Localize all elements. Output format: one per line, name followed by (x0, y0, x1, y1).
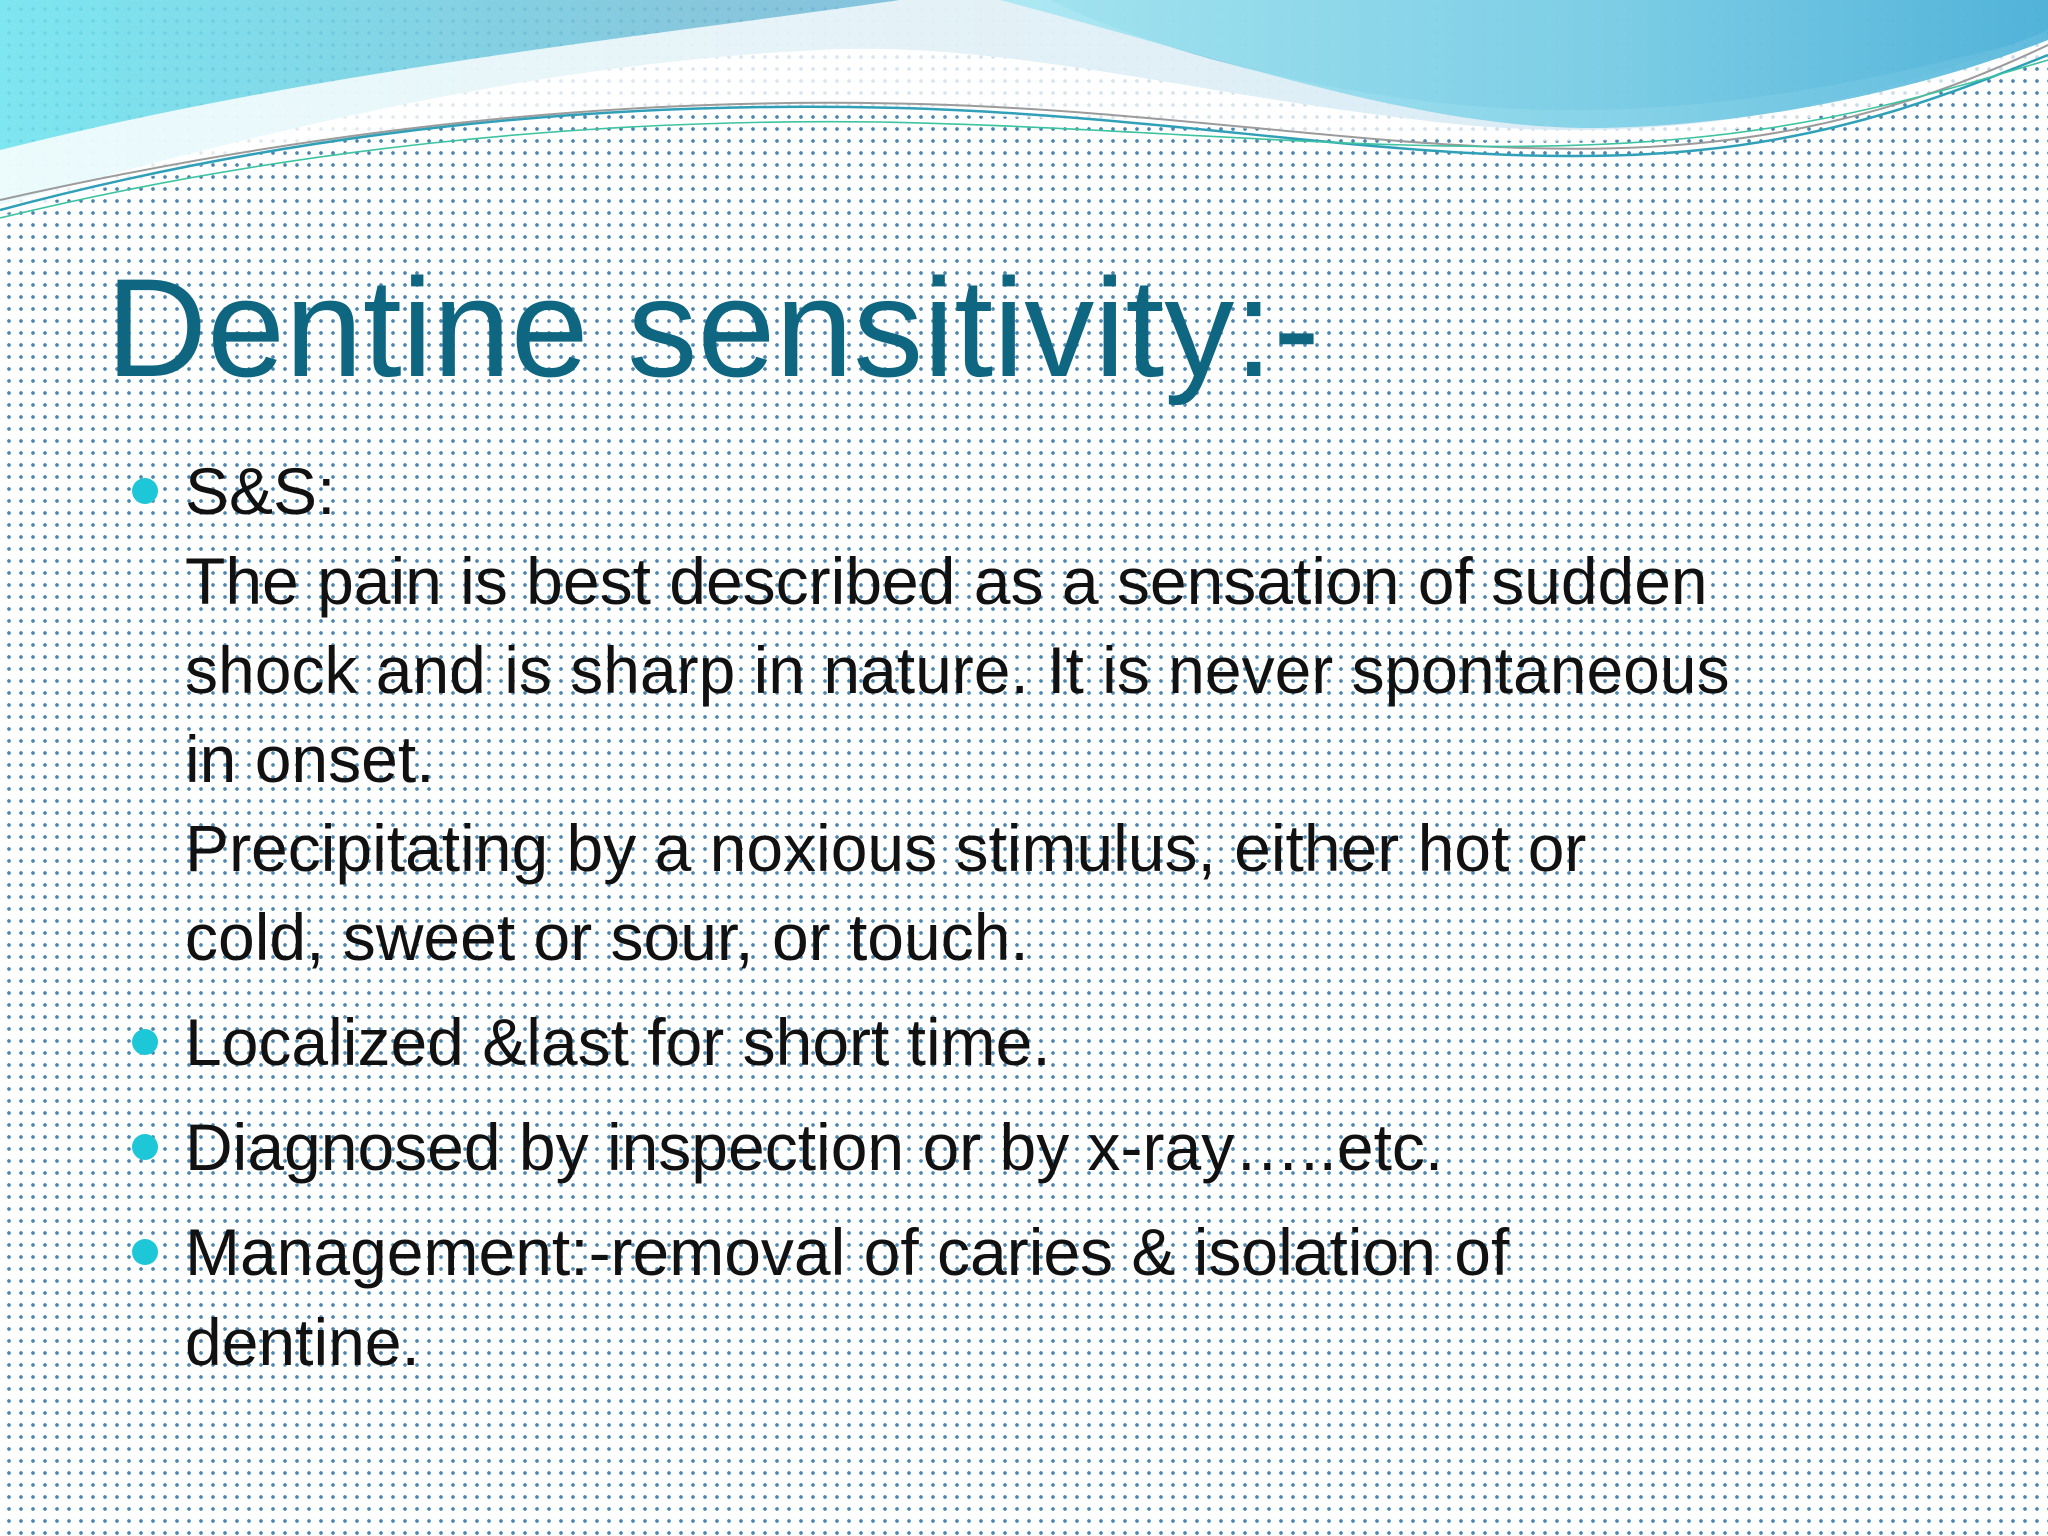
bullet-1-line-5: Precipitating by a noxious stimulus, either hot or (185, 811, 1587, 885)
bullet-dot-icon (132, 478, 158, 504)
bullet-4-line-1: Management:-removal of caries & isolation of (185, 1215, 1510, 1289)
header-wave-decoration (0, 0, 2048, 240)
slide-title: Dentine sensitivity:- (106, 249, 1320, 406)
bullet-1-line-4: in onset. (185, 722, 435, 796)
bullet-1-line-3: shock and is sharp in nature. It is never spontaneous (185, 633, 1730, 707)
bullet-dot-icon (132, 1239, 158, 1265)
bullet-1-heading: S&S: (185, 454, 336, 528)
bullet-dot-icon (132, 1029, 158, 1055)
bullet-3-text: Diagnosed by inspection or by x-ray…..etc. (185, 1110, 1444, 1184)
bullet-1-line-6: cold, sweet or sour, or touch. (185, 900, 1029, 974)
bullet-2-text: Localized &last for short time. (185, 1005, 1051, 1079)
bullet-4-line-2: dentine. (185, 1305, 420, 1379)
bullet-1-line-2: The pain is best described as a sensation of sudden (185, 544, 1708, 618)
bullet-dot-icon (132, 1134, 158, 1160)
